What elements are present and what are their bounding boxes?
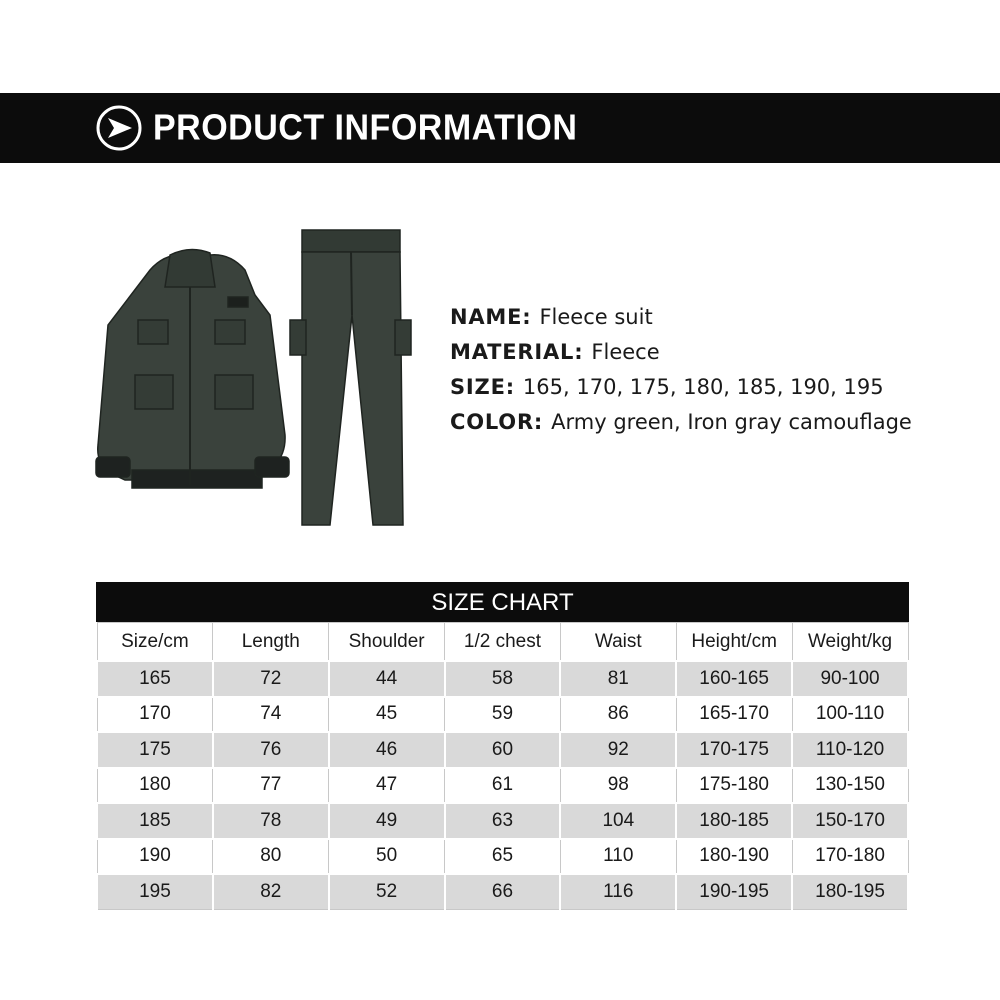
table-cell: 180-190 <box>676 839 792 875</box>
table-cell: 110-120 <box>792 732 908 768</box>
spec-material <box>450 335 912 370</box>
table-cell: 45 <box>329 697 445 733</box>
size-chart-table <box>96 622 909 910</box>
spec-key: MATERIAL: <box>450 340 584 364</box>
table-row <box>97 732 908 768</box>
table-cell: 86 <box>560 697 676 733</box>
table-cell: 77 <box>213 768 329 804</box>
table-cell: 65 <box>445 839 561 875</box>
table-cell: 47 <box>329 768 445 804</box>
table-cell: 50 <box>329 839 445 875</box>
spec-value: Fleece <box>591 340 660 364</box>
table-cell: 170-175 <box>676 732 792 768</box>
product-information-banner <box>0 93 1000 163</box>
table-cell: 90-100 <box>792 661 908 697</box>
table-cell: 130-150 <box>792 768 908 804</box>
table-cell: 80 <box>213 839 329 875</box>
table-row <box>97 874 908 909</box>
table-cell: 74 <box>213 697 329 733</box>
table-cell: 52 <box>329 874 445 909</box>
table-cell: 170 <box>97 697 213 733</box>
arrow-circle-icon <box>95 104 143 152</box>
table-cell: 170-180 <box>792 839 908 875</box>
table-row <box>97 697 908 733</box>
table-cell: 100-110 <box>792 697 908 733</box>
header-waist: Waist <box>560 623 676 662</box>
table-cell: 165 <box>97 661 213 697</box>
table-cell: 180-195 <box>792 874 908 909</box>
table-cell: 98 <box>560 768 676 804</box>
table-cell: 58 <box>445 661 561 697</box>
spec-value: Fleece suit <box>539 305 653 329</box>
spec-value: Army green, Iron gray camouflage <box>551 410 912 434</box>
spec-size <box>450 370 912 405</box>
table-row <box>97 803 908 839</box>
spec-key: COLOR: <box>450 410 544 434</box>
table-cell: 160-165 <box>676 661 792 697</box>
jacket-image <box>96 249 289 488</box>
table-row <box>97 839 908 875</box>
table-cell: 190 <box>97 839 213 875</box>
table-row <box>97 661 908 697</box>
header-size: Size/cm <box>97 623 213 662</box>
pants-image <box>290 230 411 525</box>
table-row <box>97 768 908 804</box>
table-cell: 81 <box>560 661 676 697</box>
table-cell: 49 <box>329 803 445 839</box>
header-length: Length <box>213 623 329 662</box>
header-half-chest: 1/2 chest <box>445 623 561 662</box>
table-cell: 175-180 <box>676 768 792 804</box>
table-cell: 190-195 <box>676 874 792 909</box>
table-cell: 82 <box>213 874 329 909</box>
spec-value: 165, 170, 175, 180, 185, 190, 195 <box>522 375 884 399</box>
table-cell: 76 <box>213 732 329 768</box>
header-shoulder: Shoulder <box>329 623 445 662</box>
table-cell: 150-170 <box>792 803 908 839</box>
table-cell: 44 <box>329 661 445 697</box>
table-cell: 72 <box>213 661 329 697</box>
size-chart-title: SIZE CHART <box>96 582 909 622</box>
table-cell: 104 <box>560 803 676 839</box>
size-chart-header-row <box>97 623 908 662</box>
product-specs <box>450 300 912 440</box>
table-cell: 175 <box>97 732 213 768</box>
table-cell: 92 <box>560 732 676 768</box>
header-height: Height/cm <box>676 623 792 662</box>
table-cell: 185 <box>97 803 213 839</box>
spec-key: NAME: <box>450 305 532 329</box>
size-chart-body <box>97 661 908 909</box>
table-cell: 60 <box>445 732 561 768</box>
table-cell: 180 <box>97 768 213 804</box>
table-cell: 180-185 <box>676 803 792 839</box>
table-cell: 116 <box>560 874 676 909</box>
table-cell: 63 <box>445 803 561 839</box>
table-cell: 46 <box>329 732 445 768</box>
table-cell: 61 <box>445 768 561 804</box>
table-cell: 195 <box>97 874 213 909</box>
banner-title: PRODUCT INFORMATION <box>153 108 578 148</box>
header-weight: Weight/kg <box>792 623 908 662</box>
table-cell: 78 <box>213 803 329 839</box>
spec-name <box>450 300 912 335</box>
spec-color <box>450 405 912 440</box>
table-cell: 66 <box>445 874 561 909</box>
size-chart <box>96 582 909 910</box>
table-cell: 165-170 <box>676 697 792 733</box>
spec-key: SIZE: <box>450 375 515 399</box>
table-cell: 110 <box>560 839 676 875</box>
product-image-fleece-suit <box>90 225 420 530</box>
table-cell: 59 <box>445 697 561 733</box>
